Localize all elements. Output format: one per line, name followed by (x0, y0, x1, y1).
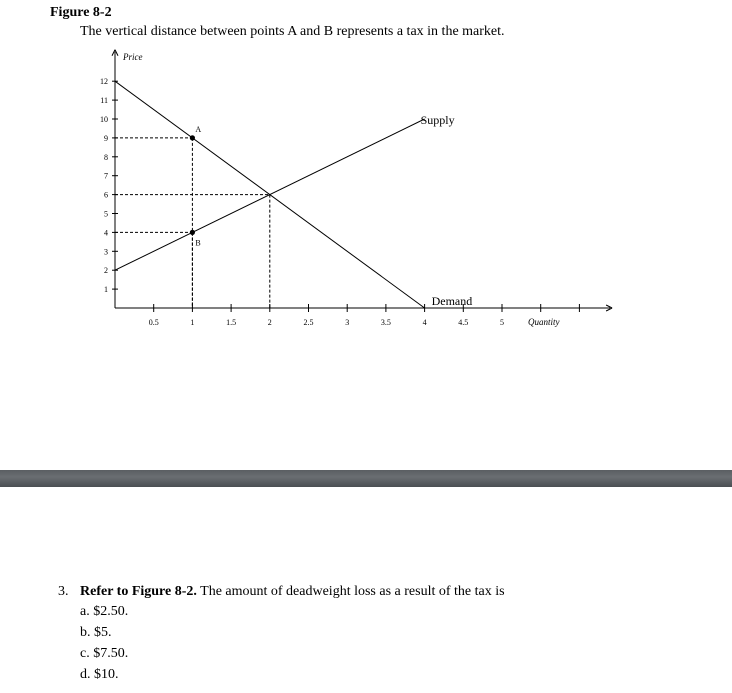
y-tick-label-1: 1 (104, 285, 108, 295)
y-tick-label-3: 3 (104, 247, 108, 257)
y-axis-label: Price (123, 51, 143, 62)
answer-options (80, 601, 128, 685)
option-b[interactable]: b. $5. (80, 625, 112, 640)
x-tick-label-1.5: 1.5 (226, 318, 237, 327)
x-axis-label: Quantity (528, 317, 560, 327)
demand-label: Demand (431, 294, 473, 308)
supply-label: Supply (420, 113, 455, 127)
point-B-label: B (195, 238, 201, 248)
section-divider (0, 470, 732, 487)
x-tick-label-2.5: 2.5 (303, 318, 314, 327)
x-tick-label-3.5: 3.5 (380, 318, 391, 327)
figure-title: Figure 8-2 (50, 5, 112, 20)
y-tick-label-4: 4 (104, 228, 108, 238)
option-a[interactable]: a. $2.50. (80, 604, 129, 619)
y-tick-label-11: 11 (100, 96, 108, 106)
x-tick-label-5: 5 (500, 318, 504, 327)
x-tick-label-4.5: 4.5 (458, 318, 469, 327)
x-tick-label-0.5: 0.5 (148, 318, 159, 327)
figure-caption: The vertical distance between points A and B represents a tax in the market. (80, 24, 505, 39)
y-tick-label-8: 8 (104, 152, 108, 162)
point-B (190, 230, 195, 235)
point-A-label: A (195, 124, 202, 134)
x-tick-label-3: 3 (345, 318, 350, 327)
question-reference: Refer to Figure 8-2. (80, 584, 197, 599)
y-tick-label-2: 2 (104, 266, 108, 276)
option-d[interactable]: d. $10. (80, 667, 119, 682)
x-tick-label-4: 4 (422, 318, 427, 327)
y-tick-label-12: 12 (100, 77, 108, 87)
question-3 (58, 582, 505, 601)
y-tick-label-5: 5 (104, 209, 108, 219)
option-c[interactable]: c. $7.50. (80, 646, 129, 661)
question-number: 3. (58, 584, 69, 599)
x-tick-label-2: 2 (267, 318, 272, 327)
point-A (190, 135, 195, 140)
y-tick-label-7: 7 (104, 171, 108, 181)
y-tick-label-6: 6 (104, 190, 108, 200)
y-tick-label-9: 9 (104, 133, 108, 143)
x-tick-label-1: 1 (190, 318, 195, 327)
question-text: The amount of deadweight loss as a result of the tax is (196, 584, 505, 599)
y-tick-label-10: 10 (100, 115, 108, 124)
